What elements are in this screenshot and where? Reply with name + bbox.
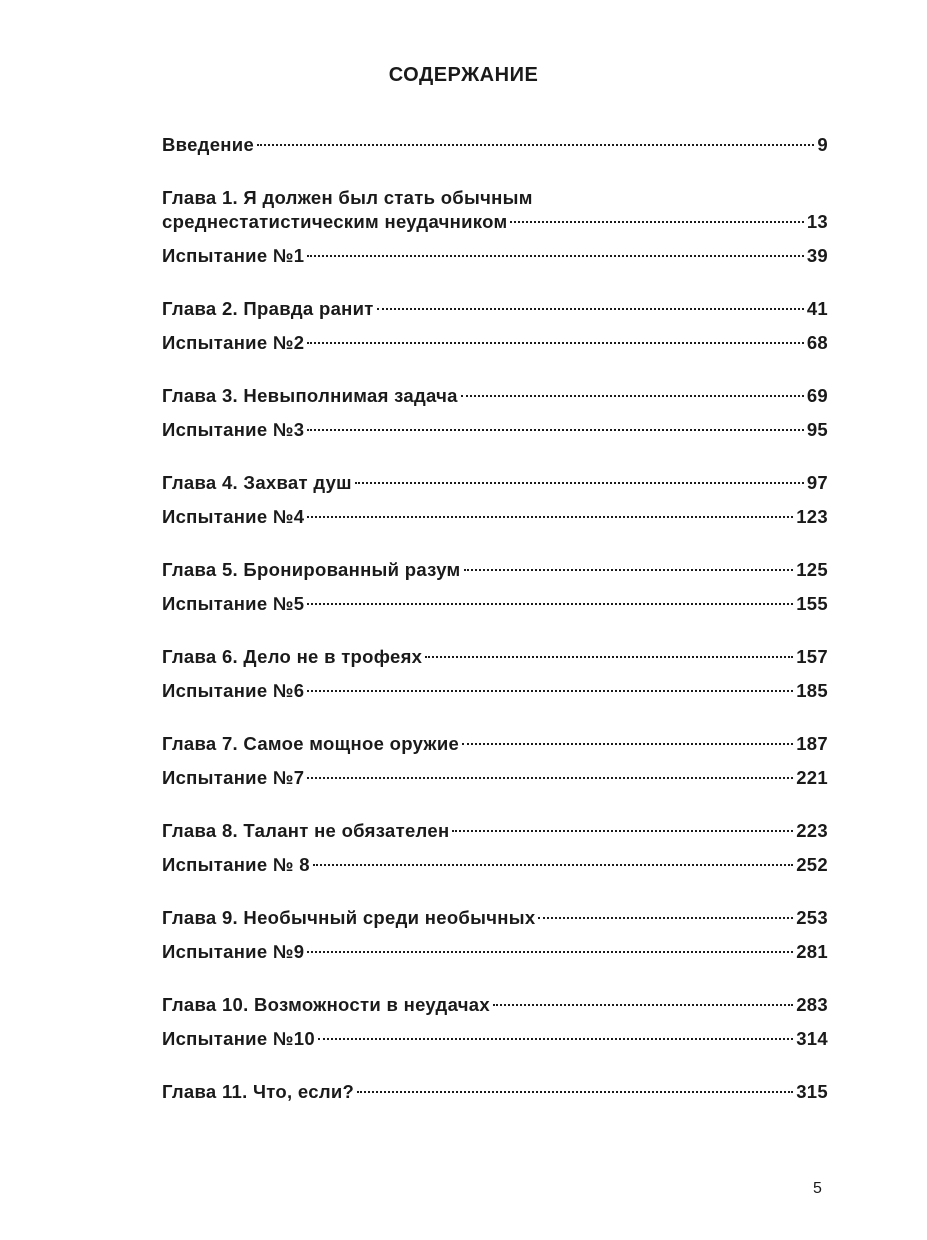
dot-leader — [307, 690, 793, 692]
toc-entry-title: Испытание №4 — [162, 506, 305, 527]
toc-entry-page: 13 — [806, 211, 828, 232]
toc-entry-page: 41 — [806, 298, 828, 319]
toc-entry-page: 39 — [806, 245, 828, 266]
toc-entry-title: Испытание №9 — [162, 941, 305, 962]
toc-entry-page: 69 — [806, 385, 828, 406]
toc-entry-title: Испытание №2 — [162, 332, 305, 353]
toc-entry-chapter-7 — [162, 732, 828, 756]
toc-entry-title-line-1: Глава 1. Я должен был стать обычным — [162, 187, 533, 208]
toc-entry-test-6 — [162, 679, 828, 703]
dot-leader — [452, 830, 793, 832]
toc-entry-test-9 — [162, 940, 828, 964]
dot-leader — [357, 1091, 793, 1093]
dot-leader — [307, 951, 793, 953]
dot-leader — [377, 308, 804, 310]
toc-entry-page: 315 — [796, 1081, 828, 1102]
toc-entry-page: 252 — [796, 854, 828, 875]
page-title: СОДЕРЖАНИЕ — [388, 64, 539, 86]
toc-entry-title: Испытание №7 — [162, 767, 305, 788]
dot-leader — [425, 656, 793, 658]
page-number: 5 — [813, 1180, 822, 1197]
dot-leader — [538, 917, 793, 919]
toc-entry-title: Глава 8. Талант не обязателен — [162, 820, 450, 841]
dot-leader — [307, 342, 803, 344]
toc-entry-title: Глава 4. Захват душ — [162, 472, 352, 493]
toc-entry-page: 314 — [796, 1028, 828, 1049]
dot-leader — [257, 144, 814, 146]
toc-entry-introduction — [162, 133, 828, 157]
toc-entry-title: Испытание №1 — [162, 245, 305, 266]
toc-entry-chapter-4 — [162, 471, 828, 495]
dot-leader — [461, 395, 804, 397]
toc-entry-title: среднестатистическим неудачником — [162, 211, 508, 232]
toc-entry-title: Испытание №3 — [162, 419, 305, 440]
toc-entry-page: 95 — [806, 419, 828, 440]
dot-leader — [307, 516, 793, 518]
dot-leader — [307, 777, 793, 779]
dot-leader — [307, 255, 803, 257]
toc-entry-test-2 — [162, 331, 828, 355]
toc-entry-chapter-9 — [162, 906, 828, 930]
toc-entry-chapter-2 — [162, 297, 828, 321]
toc-entry-page: 223 — [796, 820, 828, 841]
toc-entry-title: Глава 10. Возможности в неудачах — [162, 994, 490, 1015]
toc-entry-page: 68 — [806, 332, 828, 353]
toc-entry-page: 185 — [796, 680, 828, 701]
toc-entry-title: Глава 3. Невыполнимая задача — [162, 385, 458, 406]
dot-leader — [313, 864, 793, 866]
toc-entry-test-3 — [162, 418, 828, 442]
toc-entry-title: Испытание № 8 — [162, 854, 310, 875]
dot-leader — [464, 569, 794, 571]
toc-entry-test-4 — [162, 505, 828, 529]
toc-entry-page: 125 — [796, 559, 828, 580]
toc-entry-chapter-6 — [162, 645, 828, 669]
toc-entry-title: Глава 7. Самое мощное оружие — [162, 733, 460, 754]
toc-entry-page: 123 — [796, 506, 828, 527]
toc-entry-page: 221 — [796, 767, 828, 788]
toc-entry-chapter-3 — [162, 384, 828, 408]
toc-entry-title: Испытание №5 — [162, 593, 305, 614]
toc-entry-title: Введение — [162, 134, 255, 155]
toc-entry-page: 155 — [796, 593, 828, 614]
toc-entry-test-8 — [162, 853, 828, 877]
toc-entry-test-5 — [162, 592, 828, 616]
dot-leader — [355, 482, 804, 484]
dot-leader — [462, 743, 793, 745]
toc-entry-test-1 — [162, 244, 828, 268]
toc-entry-title: Глава 2. Правда ранит — [162, 298, 374, 319]
toc-entry-page: 253 — [796, 907, 828, 928]
dot-leader — [307, 429, 803, 431]
toc-entry-title: Глава 11. Что, если? — [162, 1081, 355, 1102]
toc-entry-page: 157 — [796, 646, 828, 667]
toc-entry-test-7 — [162, 766, 828, 790]
toc-entry-title: Глава 9. Необычный среди необычных — [162, 907, 536, 928]
toc-entry-title: Испытание №10 — [162, 1028, 315, 1049]
dot-leader — [510, 221, 803, 223]
toc-entry-page: 97 — [806, 472, 828, 493]
toc-entry-title: Глава 6. Дело не в трофеях — [162, 646, 423, 667]
toc-entry-test-10 — [162, 1027, 828, 1051]
dot-leader — [318, 1038, 793, 1040]
dot-leader — [493, 1004, 793, 1006]
toc-entry-title: Глава 5. Бронированный разум — [162, 559, 461, 580]
toc-entry-title: Испытание №6 — [162, 680, 305, 701]
table-of-contents — [162, 133, 828, 1104]
toc-entry-page: 281 — [796, 941, 828, 962]
dot-leader — [307, 603, 793, 605]
toc-entry-chapter-1 — [162, 186, 828, 234]
toc-entry-chapter-11 — [162, 1080, 828, 1104]
toc-entry-page: 283 — [796, 994, 828, 1015]
toc-entry-chapter-8 — [162, 819, 828, 843]
toc-entry-page: 9 — [817, 134, 828, 155]
toc-entry-page: 187 — [796, 733, 828, 754]
toc-entry-chapter-5 — [162, 558, 828, 582]
toc-entry-chapter-10 — [162, 993, 828, 1017]
